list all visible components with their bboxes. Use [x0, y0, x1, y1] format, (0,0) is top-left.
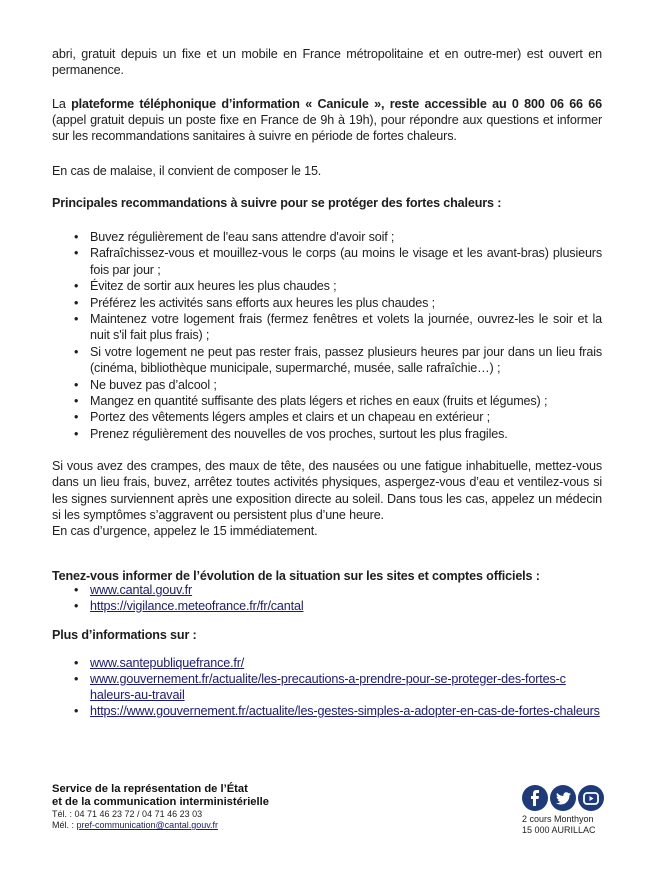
- list-item-text: Mangez en quantité suffisante des plats légers et riches en eaux (fruits et légumes) ;: [90, 394, 548, 409]
- list-item-text: Maintenez votre logement frais (fermez fenêtres et volets la journée, ouvrez-les le soir et la nuit s'il fait plus frais) ;: [90, 312, 602, 343]
- link-gouvernement-precautions[interactable]: www.gouvernement.fr/actualite/les-precautions-a-prendre-pour-se-proteger-des-fortes-chaleurs-au-travail: [90, 672, 566, 702]
- bullet-icon: •: [74, 410, 79, 425]
- intro-paragraph: abri, gratuit depuis un fixe et un mobile en France métropolitaine et en outre-mer) est ouvert en permanence.: [52, 47, 602, 77]
- phone-numbers: Tél. : 04 71 46 23 72 / 04 71 46 23 03: [52, 809, 203, 819]
- footer-contact: [52, 783, 352, 831]
- list-item: [52, 245, 602, 278]
- bullet-icon: •: [74, 279, 79, 294]
- bullet-icon: •: [74, 656, 79, 670]
- list-item-text: Évitez de sortir aux heures les plus chaudes ;: [90, 279, 337, 294]
- list-item-text: Si votre logement ne peut pas rester frais, passez plusieurs heures par jour dans un lieu frais (cinéma, bibliothèque municipale, supermarché, musée, salle rafraîchie…) ;: [90, 344, 602, 376]
- list-item-text: Prenez régulièrement des nouvelles de vos proches, surtout les plus fragiles.: [90, 426, 508, 441]
- list-item-text: Ne buvez pas d’alcool ;: [90, 377, 217, 392]
- more-info-title: Plus d’informations sur :: [52, 628, 197, 642]
- recommendations-list: [52, 229, 602, 442]
- link-santepubliquefrance[interactable]: www.santepubliquefrance.fr/: [90, 656, 245, 670]
- bullet-icon: •: [74, 704, 79, 718]
- service-line-2: et de la communication interministérielle: [52, 796, 269, 808]
- list-item: [52, 671, 570, 703]
- list-item-text: Rafraîchissez-vous et mouillez-vous le corps (au moins le visage et les avant-bras) plusieurs fois par jour ;: [90, 246, 602, 277]
- list-item-text: Portez des vêtements légers amples et clairs et un chapeau en extérieur ;: [90, 410, 490, 425]
- email-line: [52, 820, 352, 831]
- bullet-icon: •: [74, 295, 79, 310]
- plateforme-bold: plateforme téléphonique d’information « Canicule », reste accessible au 0 800 06 66 66: [71, 97, 603, 111]
- bullet-icon: •: [74, 377, 79, 392]
- bullet-icon: •: [74, 394, 79, 409]
- twitter-icon[interactable]: [550, 785, 576, 811]
- bullet-icon: •: [74, 426, 79, 441]
- list-item: [52, 377, 602, 393]
- bullet-icon: •: [74, 583, 79, 597]
- list-item: [52, 703, 610, 719]
- plateforme-paragraph: [52, 96, 602, 144]
- bullet-icon: •: [74, 598, 79, 613]
- email-label: Mél. :: [52, 820, 77, 830]
- facebook-icon[interactable]: [522, 785, 548, 811]
- list-item: [52, 655, 602, 671]
- plateforme-prefix: La: [52, 97, 72, 111]
- bullet-icon: •: [74, 672, 79, 686]
- official-links-list: [52, 583, 304, 614]
- list-item: [52, 344, 602, 377]
- plateforme-rest: (appel gratuit depuis un poste fixe en France de 9h à 19h), pour répondre aux questions et informer sur les recommandations sanitaires à suivre en période de fortes chaleurs.: [52, 113, 602, 143]
- address-line-2: 15 000 AURILLAC: [522, 825, 596, 835]
- bullet-icon: •: [74, 312, 79, 327]
- list-item-text: Préférez les activités sans efforts aux heures les plus chaudes ;: [90, 295, 435, 310]
- address-line-1: 2 cours Monthyon: [522, 814, 594, 824]
- list-item: [52, 409, 602, 425]
- list-item: [52, 295, 602, 311]
- urgence-paragraph: En cas d’urgence, appelez le 15 immédiatement.: [52, 524, 318, 538]
- footer-social-address: [522, 785, 612, 836]
- list-item: [52, 583, 304, 599]
- malaise-paragraph: En cas de malaise, il convient de composer le 15.: [52, 164, 322, 178]
- list-item: [52, 278, 602, 294]
- bullet-icon: •: [74, 344, 79, 359]
- service-line-1: Service de la représentation de l’État: [52, 783, 248, 795]
- bullet-icon: •: [74, 246, 79, 261]
- youtube-icon[interactable]: [578, 785, 604, 811]
- symptoms-paragraph: Si vous avez des crampes, des maux de tête, des nausées ou une fatigue inhabituelle, mettez-vous dans un lieu frais, buvez, arrêtez toutes activités physiques, aspergez-vous d’eau et ventilez-vous si les signes surviennent après une exposition directe au soleil. Dans tous les cas, appelez un médecin si les symptômes s’aggravent ou persistent plus d’une heure.: [52, 459, 602, 523]
- list-item: [52, 599, 304, 615]
- list-item: [52, 393, 602, 409]
- link-gouvernement-gestes[interactable]: https://www.gouvernement.fr/actualite/les-gestes-simples-a-adopter-en-cas-de-fortes-chaleurs: [90, 704, 600, 718]
- list-item-text: Buvez régulièrement de l'eau sans attendre d'avoir soif ;: [90, 230, 395, 244]
- recommendations-title: Principales recommandations à suivre pour se protéger des fortes chaleurs :: [52, 196, 502, 210]
- more-info-links-list: [52, 655, 602, 719]
- list-item: [52, 426, 602, 442]
- social-icons: [522, 785, 612, 811]
- official-sites-title: Tenez-vous informer de l’évolution de la situation sur les sites et comptes officiels :: [52, 569, 540, 583]
- bullet-icon: •: [74, 230, 79, 244]
- link-vigilance-meteofrance[interactable]: https://vigilance.meteofrance.fr/fr/cantal: [90, 598, 304, 613]
- list-item: [52, 229, 602, 245]
- list-item: [52, 311, 602, 344]
- link-cantal-gouv[interactable]: www.cantal.gouv.fr: [90, 583, 193, 597]
- email-link[interactable]: pref-communication@cantal.gouv.fr: [76, 820, 219, 830]
